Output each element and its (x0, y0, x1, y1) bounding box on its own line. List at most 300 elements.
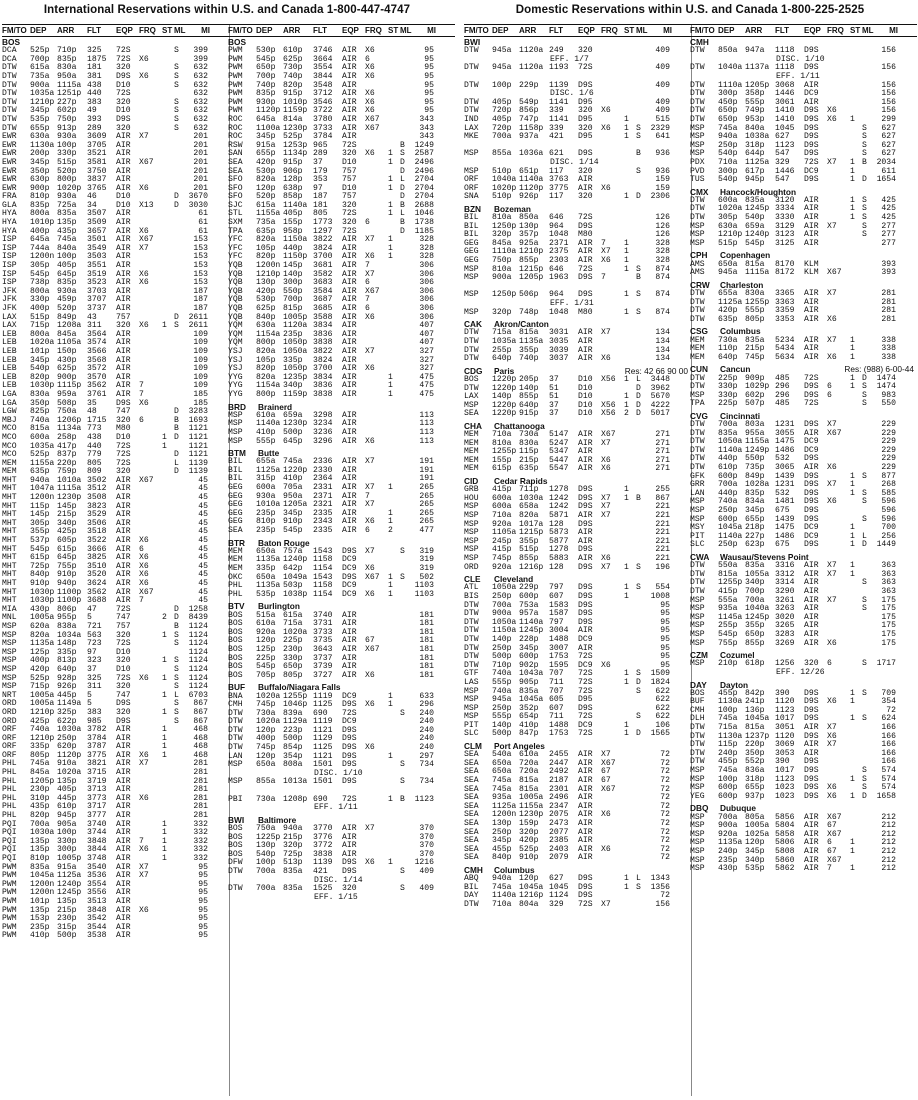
flight-dep: 1200n (30, 888, 55, 898)
flight-mi: 240 (419, 708, 434, 718)
flight-mi: 328 (419, 252, 434, 262)
flight-to: MEM (464, 447, 479, 457)
flight-flt: 3836 (313, 381, 333, 391)
flight-to: DTW (464, 383, 479, 393)
flight-eqp: 72S (116, 89, 131, 99)
flight-eqp: D9S (578, 519, 593, 529)
origin-code: BRD (228, 401, 246, 412)
flight-to: YFC (228, 235, 243, 245)
flight-st: 1 (624, 114, 629, 124)
flight-arr: 645p (57, 269, 77, 279)
flight-eqp: DC9 (804, 166, 819, 176)
flight-to: MSP (2, 639, 17, 649)
flight-to: BIL (464, 221, 479, 231)
flight-dep: 745a (30, 759, 50, 769)
flight-dep: 455p (718, 688, 738, 698)
flight-arr: 520p (57, 166, 77, 176)
flight-ml (400, 56, 410, 65)
flight-dep: 700a (492, 132, 512, 142)
flight-flt: 1587 (549, 609, 569, 619)
flight-st (162, 245, 174, 254)
flight-ml: S (174, 699, 179, 709)
flight-st (850, 822, 862, 831)
flight-to: MEM (228, 555, 243, 565)
flight-mi: 299 (881, 114, 896, 124)
flight-arr: 345p (745, 846, 765, 856)
flight-dep: 825p (30, 407, 50, 417)
flight-st (624, 176, 636, 185)
flight-eqp: AIR (342, 97, 357, 107)
flight-to: PWM (2, 896, 17, 906)
flight-mi: 867 (193, 716, 208, 726)
flight-st: 1 (624, 264, 629, 274)
flight-ml: B (862, 157, 867, 167)
flight-flt: 353 (313, 175, 328, 185)
flight-to: YEG (690, 791, 705, 801)
flight-mi: 271 (655, 438, 670, 448)
flight-frq (139, 718, 162, 727)
flight-dep: 1047a (30, 484, 55, 494)
flight-to: MSP (464, 502, 479, 512)
flight-arr: 500p (57, 931, 77, 941)
flight-frq: X67 (365, 114, 380, 124)
flight-arr: 525p (519, 844, 539, 854)
flight-frq (139, 425, 162, 434)
flight-ml (174, 846, 184, 855)
flight-dep: 555p (256, 436, 276, 446)
flight-eqp: D9S (578, 600, 593, 610)
flight-arr: 545p (283, 526, 303, 536)
flight-to: MHT (2, 527, 17, 537)
flight-frq: X6 (365, 63, 375, 73)
flight-arr: 1240p (57, 879, 82, 889)
flight-ml (636, 82, 646, 91)
flight-st: 1 (850, 204, 855, 214)
flight-mi: 574 (881, 766, 896, 776)
flight-st (162, 769, 174, 778)
flight-mi: 109 (193, 329, 208, 339)
flight-to: MSP (690, 838, 705, 848)
flight-frq: X67 (365, 572, 380, 582)
flight-ml: S (174, 123, 179, 133)
flight-ml: D (174, 450, 179, 460)
flight-dep: 945a (492, 695, 512, 705)
flight-to: MSP (228, 760, 243, 770)
flight-st: 1 (162, 854, 167, 863)
flight-mi: 2704 (414, 192, 434, 202)
flight-dep: 1030p (30, 596, 55, 606)
flight-flt: 1488 (549, 634, 569, 644)
flight-dep: 835a (30, 862, 50, 872)
origin-code: CUN (690, 364, 708, 375)
flight-eqp: AIR (342, 338, 357, 348)
flight-st (162, 365, 174, 374)
header-st: ST (624, 26, 635, 35)
flight-eqp: AIR (116, 536, 131, 546)
flight-dep: 235p (256, 508, 276, 518)
flight-mi: 627 (881, 149, 896, 159)
flight-arr: 420p (519, 836, 539, 846)
flight-eqp: 757 (116, 312, 131, 322)
flight-mi: 338 (881, 344, 896, 354)
flight-ml: S (400, 149, 405, 159)
flight-flt: 1278 (549, 485, 569, 495)
flight-eqp: AIR (578, 801, 593, 811)
flight-dep: 610a (256, 410, 276, 420)
flight-flt: 5877 (549, 536, 569, 546)
flight-to: DAY (464, 891, 479, 901)
flight-arr: 425p (57, 527, 77, 537)
flight-flt: 690 (313, 708, 328, 718)
flight-flt: 3363 (775, 297, 795, 307)
flight-to: MSP (690, 783, 705, 793)
flight-arr: 835a (283, 866, 303, 876)
flight-mi: 734 (419, 760, 434, 770)
flight-st: 1 (850, 157, 855, 167)
origin-city-name: Cleveland (494, 574, 534, 585)
flight-to: LGW (2, 407, 17, 417)
flight-arr: 335p (283, 355, 303, 365)
flight-flt: 3735 (313, 636, 333, 646)
flight-dep: 800a (30, 209, 50, 219)
flight-dep: 405p (492, 97, 512, 107)
flight-mi: 72 (660, 793, 670, 803)
flight-mi: 306 (419, 312, 434, 322)
flight-flt: 1121 (313, 751, 333, 761)
flight-flt: 1123 (775, 774, 795, 784)
flight-frq (827, 614, 850, 623)
origin-code: CHA (464, 420, 482, 431)
flight-dep: 420p (256, 157, 276, 167)
flight-frq (139, 365, 162, 374)
flight-to: PWM (228, 54, 243, 64)
flight-to: MEM (228, 564, 243, 573)
flight-to: BIL (464, 213, 479, 223)
flight-mi: 281 (193, 768, 208, 778)
flight-to: MSP (464, 511, 479, 521)
flight-arr: 405p (57, 785, 77, 795)
flight-eqp: 320 (578, 106, 593, 116)
flight-eqp: D10 (578, 400, 593, 410)
flight-ml (174, 778, 184, 787)
flight-flt: 721 (87, 621, 102, 631)
flight-st (388, 288, 400, 297)
flight-frq (601, 696, 624, 705)
flight-arr: 836a (745, 766, 765, 776)
flight-dep: 600p (718, 791, 738, 801)
flight-mi: 126 (655, 221, 670, 231)
flight-st (388, 710, 400, 719)
flight-to: LEB (2, 372, 17, 382)
flight-flt: 3733 (313, 627, 333, 637)
flight-arr: 355p (519, 345, 539, 355)
header-arr: ARR (745, 26, 763, 35)
flight-frq: 7 (365, 491, 370, 501)
flight-to: ORD (2, 707, 17, 717)
flight-dep: 700p (256, 71, 276, 81)
flight-frq (139, 726, 162, 735)
flight-arr: 227p (745, 531, 765, 541)
flight-dep: 640p (718, 352, 738, 362)
flight-st (162, 236, 174, 245)
flight-eqp: AIR (342, 419, 357, 429)
flight-eqp: AIR (804, 428, 819, 438)
flight-arr: 913p (57, 123, 77, 133)
flight-to: YQB (228, 261, 243, 271)
flight-mi: 409 (655, 106, 670, 116)
flight-mi: 95 (198, 914, 208, 924)
flight-st (388, 90, 400, 99)
flight-arr: 623p (745, 540, 765, 550)
flight-frq (827, 299, 850, 308)
flight-frq (139, 614, 162, 623)
flight-flt: 339 (549, 123, 564, 133)
flight-arr: 945p (57, 811, 77, 821)
flight-frq (827, 168, 850, 177)
flight-to: YSJ (228, 364, 243, 374)
flight-arr: 1140a (519, 617, 544, 627)
flight-ml (400, 271, 410, 280)
flight-mi: 45 (198, 596, 208, 606)
flight-ml (174, 812, 184, 821)
flight-to: MSY (690, 523, 705, 533)
flight-ml: S (400, 866, 405, 876)
origin-city-name: Akron/Canton (494, 319, 549, 330)
flight-dep: 700a (718, 420, 738, 430)
flight-mi: 95 (198, 871, 208, 881)
flight-to: LEB (2, 381, 17, 391)
flight-st (388, 718, 400, 727)
flight-flt: 289 (313, 149, 328, 159)
flight-st: 1 (624, 256, 629, 266)
flight-flt: 3290 (775, 586, 795, 596)
flight-eqp: AIR (804, 604, 819, 614)
schedule-note: DISC. 1/10 (776, 54, 825, 64)
origin-city-name: Port Angeles (494, 741, 545, 752)
flight-frq: 6 (827, 390, 832, 400)
flight-st (388, 262, 400, 271)
flight-to: PWM (228, 106, 243, 116)
flight-to: PHL (2, 759, 17, 769)
flight-st (162, 503, 174, 512)
flight-frq (601, 713, 624, 722)
flight-arr: 845a (57, 329, 77, 339)
flight-flt: 3823 (87, 501, 107, 511)
flight-ml (400, 518, 410, 527)
flight-to: MSP (690, 514, 705, 524)
flight-arr: 925a (519, 238, 539, 248)
flight-frq: X6 (365, 106, 375, 116)
flight-st: 1 (850, 373, 855, 383)
flight-flt: 532 (775, 488, 790, 498)
flight-mi: 95 (660, 626, 670, 636)
flight-dep: 715p (30, 321, 50, 331)
flight-st (388, 467, 400, 476)
flight-row (464, 465, 691, 474)
flight-dep: 235p (256, 526, 276, 536)
flight-mi: 468 (193, 742, 208, 752)
flight-dep: 650a (256, 546, 276, 556)
origin-code: CVG (690, 410, 708, 421)
flight-arr: 835a (57, 209, 77, 219)
flight-arr: 1115a (745, 268, 770, 278)
flight-frq (601, 730, 624, 739)
flight-arr: 748p (519, 307, 539, 317)
flight-mi: 113 (419, 410, 434, 420)
flight-st (850, 430, 862, 439)
flight-dep: 1125a (492, 801, 517, 811)
flight-arr: 1205p (745, 80, 770, 90)
flight-flt: 1023 (775, 791, 795, 801)
flight-flt: 1410 (775, 114, 795, 124)
flight-mi: 181 (419, 636, 434, 646)
flight-arr: 902p (519, 660, 539, 670)
flight-arr: 1045a (519, 695, 544, 705)
flight-eqp: AIR (804, 463, 819, 473)
flight-eqp: AIR (116, 218, 131, 228)
flight-arr: 840a (745, 123, 765, 133)
flight-frq (601, 521, 624, 530)
flight-flt: 3069 (775, 740, 795, 750)
flight-flt: 3261 (775, 595, 795, 605)
flight-row (2, 932, 229, 941)
flight-to: LAN (690, 488, 705, 498)
flight-ml (174, 142, 184, 151)
flight-mi: 627 (881, 123, 896, 133)
flight-dep: 745p (256, 700, 276, 710)
flight-st (388, 655, 400, 664)
flight-frq: 67 (365, 636, 375, 646)
flight-flt: 2375 (549, 247, 569, 257)
flight-mi: 632 (193, 114, 208, 124)
flight-mi: 363 (881, 561, 896, 571)
flight-eqp: D9S (804, 106, 819, 116)
origin-code: CID (464, 476, 479, 487)
flight-arr: 205p (519, 374, 539, 384)
flight-mi: 627 (881, 140, 896, 150)
flight-to: DTW (228, 734, 243, 744)
flight-dep: 820p (30, 372, 50, 382)
flight-arr: 930a (57, 286, 77, 296)
flight-frq: X6 (601, 183, 611, 193)
flight-ml (400, 582, 410, 591)
flight-dep: 1220p (492, 409, 517, 419)
flight-mi: 229 (881, 445, 896, 455)
flight-flt: 325 (87, 46, 102, 56)
flight-mi: 475 (419, 372, 434, 382)
flight-ml: S (636, 882, 641, 892)
flight-dep: 255p (492, 345, 512, 355)
flight-frq (139, 700, 162, 709)
origin-city-name: Copenhagen (720, 250, 771, 261)
schedule-note: DISC. 1/14 (314, 875, 363, 885)
flight-flt: 3775 (87, 750, 107, 760)
flight-ml: L (636, 874, 641, 884)
flight-mi: 328 (655, 238, 670, 248)
flight-ml (174, 391, 184, 400)
header-to: FM/TO (2, 26, 27, 35)
flight-ml: D (400, 157, 405, 167)
flight-eqp: AIR (804, 335, 819, 345)
flight-dep: 840p (256, 312, 276, 322)
flight-arr: 115p (519, 447, 539, 457)
flight-st (624, 338, 636, 347)
flight-dep: 740a (30, 415, 50, 425)
flight-eqp: 747 (116, 690, 131, 700)
flight-mi: 1124 (188, 621, 208, 631)
flight-flt: 3129 (775, 221, 795, 231)
flight-ml: D (636, 729, 641, 739)
flight-st: 1 (624, 493, 629, 503)
flight-arr: 625p (283, 54, 303, 64)
flight-dep: 650a (256, 572, 276, 582)
flight-to: PWM (228, 97, 243, 107)
flight-st (624, 751, 636, 760)
flight-st (624, 347, 636, 356)
flight-st (624, 653, 636, 662)
flight-ml: S (174, 321, 179, 331)
flight-ml: S (174, 656, 179, 666)
flight-arr: 1245p (745, 204, 770, 214)
flight-eqp: 320 (116, 656, 131, 666)
flight-flt: 809 (87, 467, 102, 477)
origin-code: CDG (464, 365, 483, 376)
flight-mi: 134 (655, 345, 670, 355)
flight-arr: 1045a (519, 882, 544, 892)
flight-ml: S (862, 195, 867, 205)
flight-flt: 1193 (549, 63, 569, 73)
flight-st (162, 924, 174, 933)
flight-arr: 218p (745, 523, 765, 533)
flight-st: 1 (388, 149, 393, 159)
flight-arr: 315p (57, 922, 77, 932)
flight-ml: D (636, 192, 641, 202)
flight-eqp: 320 (342, 200, 357, 210)
flight-dep: 1250p (492, 221, 517, 231)
flight-arr: 638p (283, 183, 303, 193)
flight-mi: 409 (419, 884, 434, 894)
flight-frq (827, 438, 850, 447)
flight-eqp: AIR (116, 854, 131, 863)
flight-st (624, 47, 636, 56)
flight-dep: 920a (256, 627, 276, 637)
flight-flt: 48 (87, 407, 97, 417)
flight-to: SNA (464, 192, 479, 202)
flight-arr: 1237p (745, 731, 770, 741)
flight-to: MSP (2, 621, 17, 631)
flight-to: ORF (2, 733, 17, 743)
flight-mi: 1216 (414, 858, 434, 868)
flight-to: DTW (2, 89, 17, 99)
flight-to: MSP (464, 290, 479, 300)
flight-flt: 3564 (87, 329, 107, 339)
flight-frq: X6 (601, 554, 611, 563)
flight-eqp: AIR (804, 289, 819, 298)
flight-mi: 109 (193, 338, 208, 348)
flight-dep: 715a (718, 723, 738, 733)
flight-eqp: AIR (804, 586, 819, 596)
flight-eqp: AIR (342, 644, 357, 654)
flight-ml: S (862, 578, 867, 588)
flight-st: 1 (162, 321, 167, 331)
flight-dep: 200p (30, 149, 50, 159)
flight-eqp: DC9 (342, 691, 357, 701)
flight-eqp: AIR (804, 578, 819, 588)
flight-arr: 1020p (57, 183, 82, 193)
flight-flt: 1753 (549, 729, 569, 739)
flight-eqp: 72S (578, 712, 593, 722)
flight-dep: 101p (30, 896, 50, 906)
